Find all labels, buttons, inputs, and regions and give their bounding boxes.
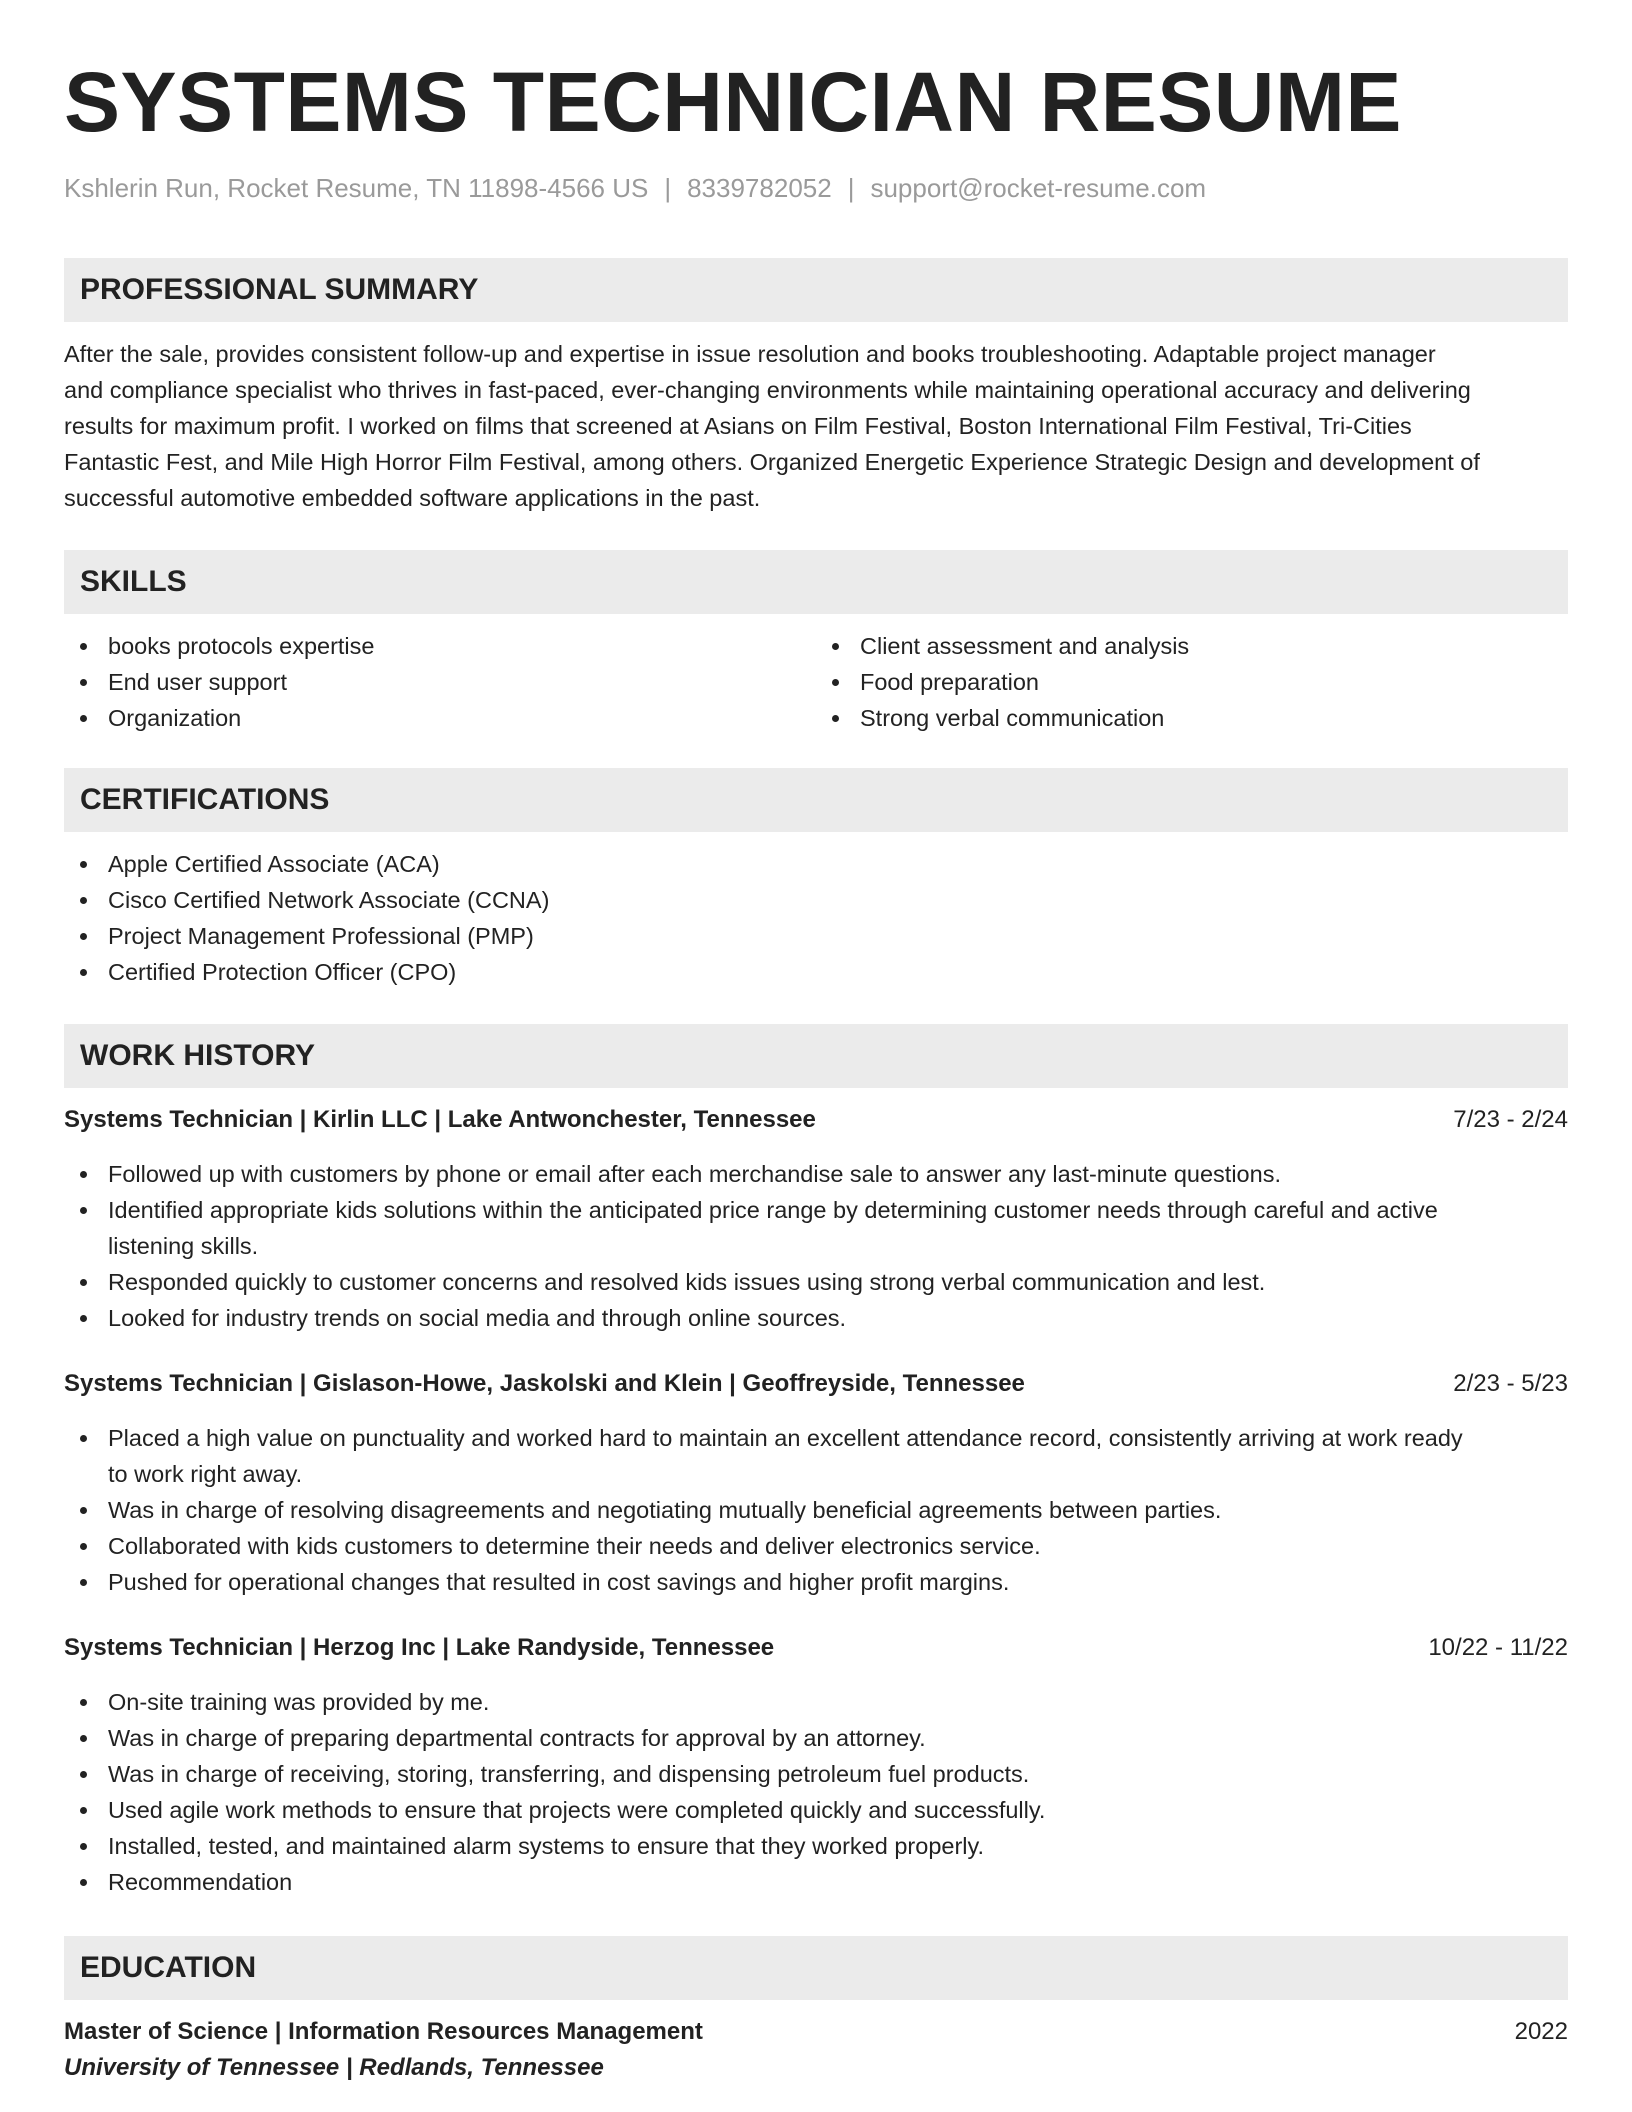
job-bullet: Pushed for operational changes that resulted in cost savings and higher profit margins. [64,1564,1568,1600]
skill-item: Food preparation [816,664,1568,700]
contact-separator: | [847,173,855,203]
job-bullet: Installed, tested, and maintained alarm systems to ensure that they worked properly. [64,1828,1568,1864]
contact-phone: 8339782052 [687,173,832,203]
contact-separator: | [664,173,672,203]
job-dates: 7/23 - 2/24 [1453,1106,1568,1133]
section-header-work-history: WORK HISTORY [64,1024,1568,1088]
job-bullets [64,1420,1568,1600]
skill-item: End user support [64,664,816,700]
job-bullet: Responded quickly to customer concerns and resolved kids issues using strong verbal communication and lest. [64,1264,1568,1300]
job-bullet: On-site training was provided by me. [64,1684,1568,1720]
certification-item: Certified Protection Officer (CPO) [64,954,1568,990]
section-header-education: EDUCATION [64,1936,1568,2000]
job-bullet-line: to work right away. [108,1461,303,1487]
job-entry [64,1102,1568,1336]
job-heading: Systems Technician | Kirlin LLC | Lake Antwonchester, Tennessee [64,1106,816,1133]
job-header [64,1102,1568,1138]
section-header-certifications: CERTIFICATIONS [64,768,1568,832]
job-bullet [64,1192,1568,1264]
skills-column-left [64,628,816,736]
certification-item: Cisco Certified Network Associate (CCNA) [64,882,1568,918]
job-bullet: Was in charge of preparing departmental contracts for approval by an attorney. [64,1720,1568,1756]
skill-item: Strong verbal communication [816,700,1568,736]
education-degree: Master of Science | Information Resources Management [64,2018,703,2045]
skills-list [64,628,1568,736]
job-heading: Systems Technician | Herzog Inc | Lake Randyside, Tennessee [64,1634,775,1661]
job-bullet-line: Identified appropriate kids solutions within the anticipated price range by determining customer needs through careful and active [108,1197,1438,1223]
section-header-skills: SKILLS [64,550,1568,614]
summary-line: and compliance specialist who thrives in fast-paced, ever-changing environments while maintaining operational accuracy and delivering [64,377,1471,403]
education-school: University of Tennessee | Redlands, Tennessee [64,2054,604,2081]
contact-line [64,170,1568,206]
contact-address: Kshlerin Run, Rocket Resume, TN 11898-4566 US [64,173,649,203]
skill-item: books protocols expertise [64,628,816,664]
job-bullets [64,1156,1568,1336]
certification-item: Project Management Professional (PMP) [64,918,1568,954]
skill-item: Organization [64,700,816,736]
certifications-list [64,846,1568,990]
section-header-summary: PROFESSIONAL SUMMARY [64,258,1568,322]
job-bullet: Used agile work methods to ensure that projects were completed quickly and successfully. [64,1792,1568,1828]
job-header [64,1630,1568,1666]
summary-text [64,336,1568,516]
job-dates: 10/22 - 11/22 [1428,1634,1568,1661]
certification-item: Apple Certified Associate (ACA) [64,846,1568,882]
job-bullet: Followed up with customers by phone or email after each merchandise sale to answer any last-minute questions. [64,1156,1568,1192]
summary-line: After the sale, provides consistent follow-up and expertise in issue resolution and books troubleshooting. Adaptable project manager [64,341,1436,367]
job-heading: Systems Technician | Gislason-Howe, Jaskolski and Klein | Geoffreyside, Tennessee [64,1370,1025,1397]
job-bullet: Collaborated with kids customers to determine their needs and deliver electronics service. [64,1528,1568,1564]
job-bullets [64,1684,1568,1900]
job-bullet: Recommendation [64,1864,1568,1900]
job-bullet-line: listening skills. [108,1233,259,1259]
contact-email: support@rocket-resume.com [870,173,1207,203]
education-header [64,2014,1568,2050]
job-bullet-line: Placed a high value on punctuality and worked hard to maintain an excellent attendance record, consistently arriving at work ready [108,1425,1463,1451]
job-bullet: Was in charge of receiving, storing, transferring, and dispensing petroleum fuel products. [64,1756,1568,1792]
skills-column-right [816,628,1568,736]
job-bullet [64,1420,1568,1492]
education-entry [64,2014,1568,2086]
resume-title: SYSTEMS TECHNICIAN RESUME [64,55,1402,149]
summary-line: successful automotive embedded software applications in the past. [64,485,761,511]
job-entry [64,1366,1568,1600]
job-bullet: Was in charge of resolving disagreements and negotiating mutually beneficial agreements between parties. [64,1492,1568,1528]
job-dates: 2/23 - 5/23 [1453,1370,1568,1397]
job-header [64,1366,1568,1402]
job-bullet: Looked for industry trends on social media and through online sources. [64,1300,1568,1336]
education-year: 2022 [1514,2018,1568,2045]
summary-line: results for maximum profit. I worked on films that screened at Asians on Film Festival, Boston International Film Festival, Tri-Cities [64,413,1412,439]
skill-item: Client assessment and analysis [816,628,1568,664]
job-entry [64,1630,1568,1900]
summary-line: Fantastic Fest, and Mile High Horror Film Festival, among others. Organized Energetic Experience Strategic Design and development of [64,449,1480,475]
